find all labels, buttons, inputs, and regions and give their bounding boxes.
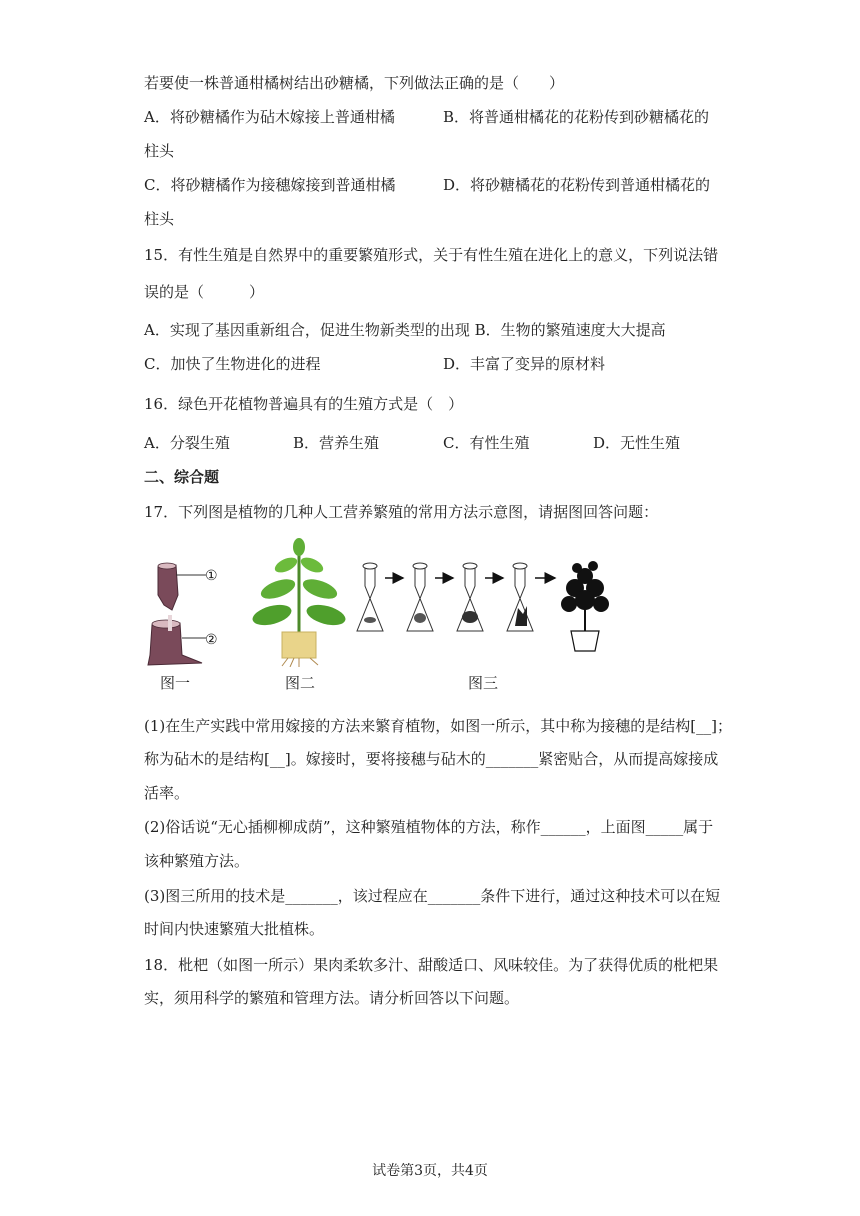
q15-stem-cont: 误的是（ ）	[144, 283, 265, 301]
q15-option-c: C．加快了生物进化的进程	[144, 355, 321, 373]
q16-option-d: D．无性生殖	[593, 434, 681, 452]
q16-stem: 16．绿色开花植物普遍具有的生殖方式是（ ）	[144, 395, 464, 413]
q14-stem: 若要使一株普通柑橘树结出砂糖橘，下列做法正确的是（ ）	[144, 74, 565, 92]
q15-option-d: D．丰富了变异的原材料	[443, 355, 606, 373]
q15-stem: 15．有性生殖是自然界中的重要繁殖形式，关于有性生殖在进化上的意义，下列说法错	[144, 246, 719, 264]
q18-line2: 实，须用科学的繁殖和管理方法。请分析回答以下问题。	[144, 989, 520, 1007]
figure-2-label: 图二	[285, 674, 316, 692]
q16-option-a: A．分裂生殖	[144, 434, 230, 452]
q17-part1-line2: 称为砧木的是结构[__]。嫁接时，要将接穗与砧木的_______紧密贴合，从而提高嫁接成	[144, 750, 719, 768]
q18-line1: 18．枇杷（如图一所示）果肉柔软多汁、甜酸适口、风味较佳。为了获得优质的枇杷果	[144, 956, 719, 974]
q17-stem: 17．下列图是植物的几种人工营养繁殖的常用方法示意图，请据图回答问题：	[144, 503, 659, 521]
q17-part2-line2: 该种繁殖方法。	[144, 852, 250, 870]
q17-part3-line2: 时间内快速繁殖大批植株。	[144, 920, 325, 938]
marker-2: ②	[205, 632, 218, 648]
q15-option-ab: A．实现了基因重新组合，促进生物新类型的出现 B．生物的繁殖速度大大提高	[144, 321, 666, 339]
figure-1-label: 图一	[160, 674, 191, 692]
q14-option-c: C．将砂糖橘作为接穗嫁接到普通柑橘	[144, 176, 396, 194]
section-heading: 二、综合题	[144, 468, 220, 486]
q17-part2-line1: (2)俗话说“无心插柳柳成荫”，这种繁殖植物体的方法，称作______，上面图_____属于	[144, 818, 714, 836]
q14-option-b-cont: 柱头	[144, 142, 175, 160]
q16-option-c: C．有性生殖	[443, 434, 530, 452]
q17-part1-line1: (1)在生产实践中常用嫁接的方法来繁育植物，如图一所示，其中称为接穗的是结构[__]；	[144, 717, 732, 735]
figure-3-label: 图三	[468, 674, 499, 692]
q14-option-b: B．将普通柑橘花的花粉传到砂糖橘花的	[443, 108, 710, 126]
marker-1: ①	[205, 568, 218, 584]
q14-option-d-cont: 柱头	[144, 210, 175, 228]
cutting-plant-figure	[252, 537, 347, 667]
q14-option-a: A．将砂糖橘作为砧木嫁接上普通柑橘	[144, 108, 395, 126]
page-footer: 试卷第3页，共4页	[372, 1163, 488, 1179]
q16-option-b: B．营养生殖	[293, 434, 380, 452]
grafting-figure	[140, 555, 240, 670]
q17-part1-line3: 活率。	[144, 784, 190, 802]
q17-part3-line1: (3)图三所用的技术是_______，该过程应在_______条件下进行，通过这种技术可以在短	[144, 887, 721, 905]
q14-option-d: D．将砂糖橘花的花粉传到普通柑橘花的	[443, 176, 711, 194]
tissue-culture-figure	[355, 556, 620, 668]
